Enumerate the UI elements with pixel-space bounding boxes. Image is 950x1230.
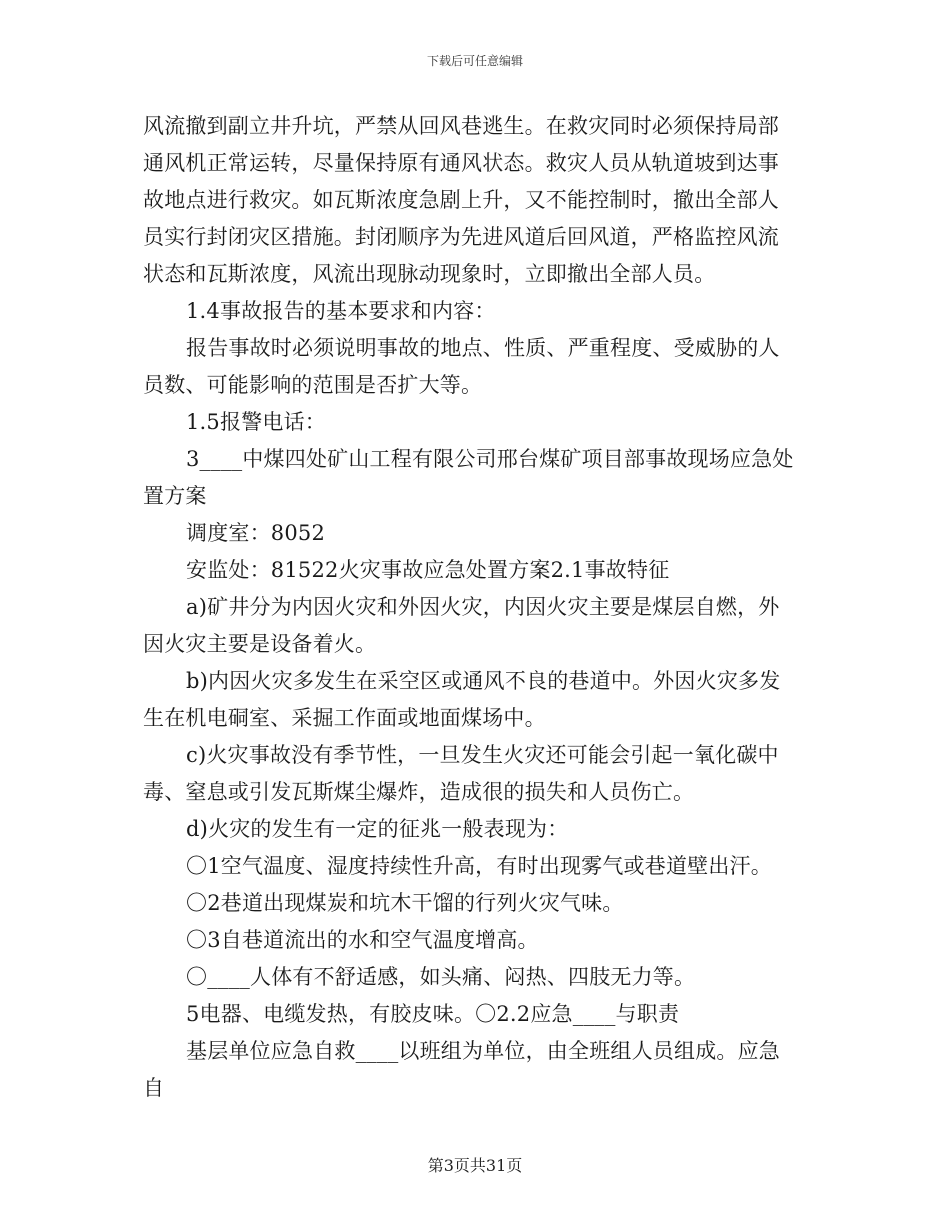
text-line: d)火灾的发生有一定的征兆一般表现为： <box>186 817 569 841</box>
text-line: 〇____人体有不舒适感，如头痛、闷热、四肢无力等。 <box>186 965 696 989</box>
text-line: 安监处：81522火灾事故应急处置方案2.1事故特征 <box>186 558 670 582</box>
text-line: 1.5报警电话： <box>186 410 326 434</box>
text-line: 毒、窒息或引发瓦斯煤尘爆炸，造成很的损失和人员伤亡。 <box>143 780 695 804</box>
text-line: 置方案 <box>143 484 207 508</box>
text-line: 〇3自巷道流出的水和空气温度增高。 <box>186 928 539 952</box>
text-line: 员数、可能影响的范围是否扩大等。 <box>143 373 483 397</box>
text-line: 员实行封闭灾区措施。封闭顺序为先进风道后回风道，严格监控风流 <box>143 225 779 249</box>
text-line: 通风机正常运转，尽量保持原有通风状态。救灾人员从轨道坡到达事 <box>143 151 779 175</box>
text-line: 〇2巷道出现煤炭和坑木干馏的行列火灾气味。 <box>186 891 624 915</box>
text-line: 〇1空气温度、湿度持续性升高，有时出现雾气或巷道壁出汗。 <box>186 854 772 878</box>
text-line: 5电器、电缆发热，有胶皮味。〇2.2应急____与职责 <box>186 1002 680 1026</box>
text-line: b)内因火灾多发生在采空区或通风不良的巷道中。外因火灾多发 <box>186 669 781 693</box>
text-line: 状态和瓦斯浓度，风流出现脉动现象时，立即撤出全部人员。 <box>143 262 716 286</box>
page-footer: 第3页共31页 <box>427 1156 523 1175</box>
text-line: c)火灾事故没有季节性，一旦发生火灾还可能会引起一氧化碳中 <box>186 743 779 767</box>
text-line: a)矿井分为内因火灾和外因火灾，内因火灾主要是煤层自燃，外 <box>186 595 780 619</box>
text-line: 调度室：8052 <box>186 521 326 545</box>
text-line: 3____中煤四处矿山工程有限公司邢台煤矿项目部事故现场应急处 <box>186 447 794 471</box>
text-line: 生在机电硐室、采掘工作面或地面煤场中。 <box>143 706 546 730</box>
text-line: 故地点进行救灾。如瓦斯浓度急剧上升，又不能控制时，撤出全部人 <box>143 188 779 212</box>
document-body <box>143 108 813 1107</box>
page-header: 下载后可任意编辑 <box>426 54 523 68</box>
text-line: 报告事故时必须说明事故的地点、性质、严重程度、受威胁的人 <box>186 336 780 360</box>
text-line: 1.4事故报告的基本要求和内容： <box>186 299 496 323</box>
text-line: 基层单位应急自救____以班组为单位，由全班组人员组成。应急 <box>186 1039 780 1063</box>
text-line: 自 <box>143 1076 165 1100</box>
text-line: 因火灾主要是设备着火。 <box>143 632 377 656</box>
text-line: 风流撤到副立井升坑，严禁从回风巷逃生。在救灾同时必须保持局部 <box>143 114 779 138</box>
